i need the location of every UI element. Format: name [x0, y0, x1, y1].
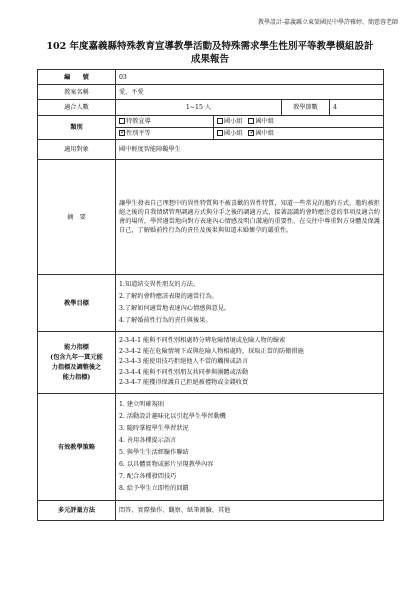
number-label: 編 號 — [38, 70, 116, 85]
document-title — [0, 40, 420, 66]
row-goals — [38, 275, 384, 332]
strategy-item: 7. 配合各種發問技巧 — [119, 473, 177, 480]
strategy-item: 6. 以具體實物或影片呈現教學內容 — [119, 461, 214, 468]
strategy-label: 有效教學策略 — [38, 394, 116, 501]
goals-label: 教學目標 — [38, 275, 116, 332]
row-count — [38, 100, 384, 116]
category-label: 類別 — [38, 116, 116, 140]
sessions-value: 4 — [330, 100, 384, 116]
row-number — [38, 70, 384, 85]
row-abstract — [38, 160, 384, 275]
header-note: 教學設計-嘉義縣立東榮國民中學許雅婷、簡慈蓉老師 — [257, 19, 398, 26]
goal-item: 4.了解婚前性行為的責任與後果。 — [119, 317, 212, 324]
indicator-item: 2-3-4-1 能與不同性別相處時分辨危險情境或危險人物的線索 — [119, 337, 286, 345]
indicators-label: 能力指標 (包含九年一貫元能 力指標及調整後之 能力指標) — [38, 332, 116, 394]
strategy-item: 8. 給予學生立即性的回饋 — [119, 485, 189, 492]
checkbox-1-0[interactable] — [119, 118, 125, 124]
checkbox-2-1[interactable] — [217, 130, 223, 136]
category-2-opt-2[interactable]: ✓ 國中組 — [248, 130, 274, 137]
checkbox-1-1[interactable] — [217, 118, 223, 124]
checkbox-2-2[interactable] — [248, 130, 254, 136]
title-line-2: 成果報告 — [190, 54, 229, 65]
category-1-opt-1[interactable]: 國小組 — [217, 118, 243, 125]
strategy-list — [116, 394, 384, 501]
target-value: 國中輕度智能障礙學生 — [116, 140, 384, 160]
indicator-item: 2-3-4-3 能使用技巧拒絕他人不當的觸摸或語言 — [119, 358, 249, 366]
abstract-text: 讓學生發表自己理想中的異性特質與不被喜歡的異性特質，知道一些常見的邀約方式，邀約被拒絕之後的自我情緒管理調適方式與分手之後的調適方式，接著認識約會時應注意的事項及適合約會的場所，學習邊當地向對方表達內心情感及明白溝通的重要性，在交往中尊重對方身體及保護自己，了解婚前性行為的責任及後果與知道未婚懷孕的嚴重性。 — [116, 160, 384, 275]
category-2-opt-0[interactable]: ✓性別平等 — [116, 128, 214, 140]
assessment-value: 問答、實際操作、觀察、紙筆測驗、其他 — [116, 501, 384, 521]
row-strategies — [38, 394, 384, 501]
name-value: 愛、不愛 — [116, 85, 384, 100]
goal-item: 1.知道結交異性朋友的方法。 — [119, 281, 200, 288]
strategy-item: 5. 與學生生活經驗作聯結 — [119, 449, 189, 456]
goals-list — [116, 275, 384, 332]
row-name — [38, 85, 384, 100]
category-1-opt-0[interactable]: 特教宣導 — [116, 116, 214, 128]
row-category-1 — [38, 116, 384, 128]
sessions-label: 教學節數 — [282, 100, 330, 116]
number-value: 03 — [116, 70, 384, 85]
row-target — [38, 140, 384, 160]
category-1-opt-2[interactable]: 國中組 — [248, 118, 274, 125]
category-2-opt-1[interactable]: 國小組 — [217, 130, 243, 137]
row-indicators — [38, 332, 384, 394]
goal-item: 2.了解約會時應該表現的適當行為。 — [119, 293, 218, 300]
report-table — [37, 69, 384, 521]
indicator-item: 2-3-4-2 能在危險情境下或與危險人物相處時，採取正當的防衛措施 — [119, 347, 304, 355]
goal-item: 3.了解如何適當地表達內心情感與意見。 — [119, 305, 231, 312]
strategy-item: 1. 建立明確規則 — [119, 401, 164, 408]
strategy-item: 3. 隨時掌握學生學習狀況 — [119, 425, 189, 432]
indicators-list — [116, 332, 384, 394]
strategy-item: 2. 活動設計趣味化以引起學生學習動機 — [119, 413, 226, 420]
checkbox-1-2[interactable] — [248, 118, 254, 124]
checkbox-2-0[interactable] — [119, 130, 125, 136]
category-2-levels — [214, 128, 384, 140]
row-assessment — [38, 501, 384, 521]
strategy-item: 4. 善用各種提示語言 — [119, 437, 177, 444]
assessment-label: 多元評量方法 — [38, 501, 116, 521]
target-label: 適用對象 — [38, 140, 116, 160]
indicator-item: 2-3-4-7 能獲得保護自己拒絕被禮物或金錢收買 — [119, 379, 249, 387]
count-label: 適合人數 — [38, 100, 116, 116]
name-label: 教案名稱 — [38, 85, 116, 100]
indicator-item: 2-3-4-4 能與不同性別朋友共同參與團體或活動 — [119, 368, 249, 376]
category-1-levels — [214, 116, 384, 128]
count-value: 1~15 人 — [116, 100, 282, 116]
title-line-1: 102 年度嘉義縣特殊教育宣導教學活動及特殊需求學生性別平等教學模組設計 — [46, 41, 374, 52]
abstract-label: 摘 要 — [38, 160, 116, 275]
